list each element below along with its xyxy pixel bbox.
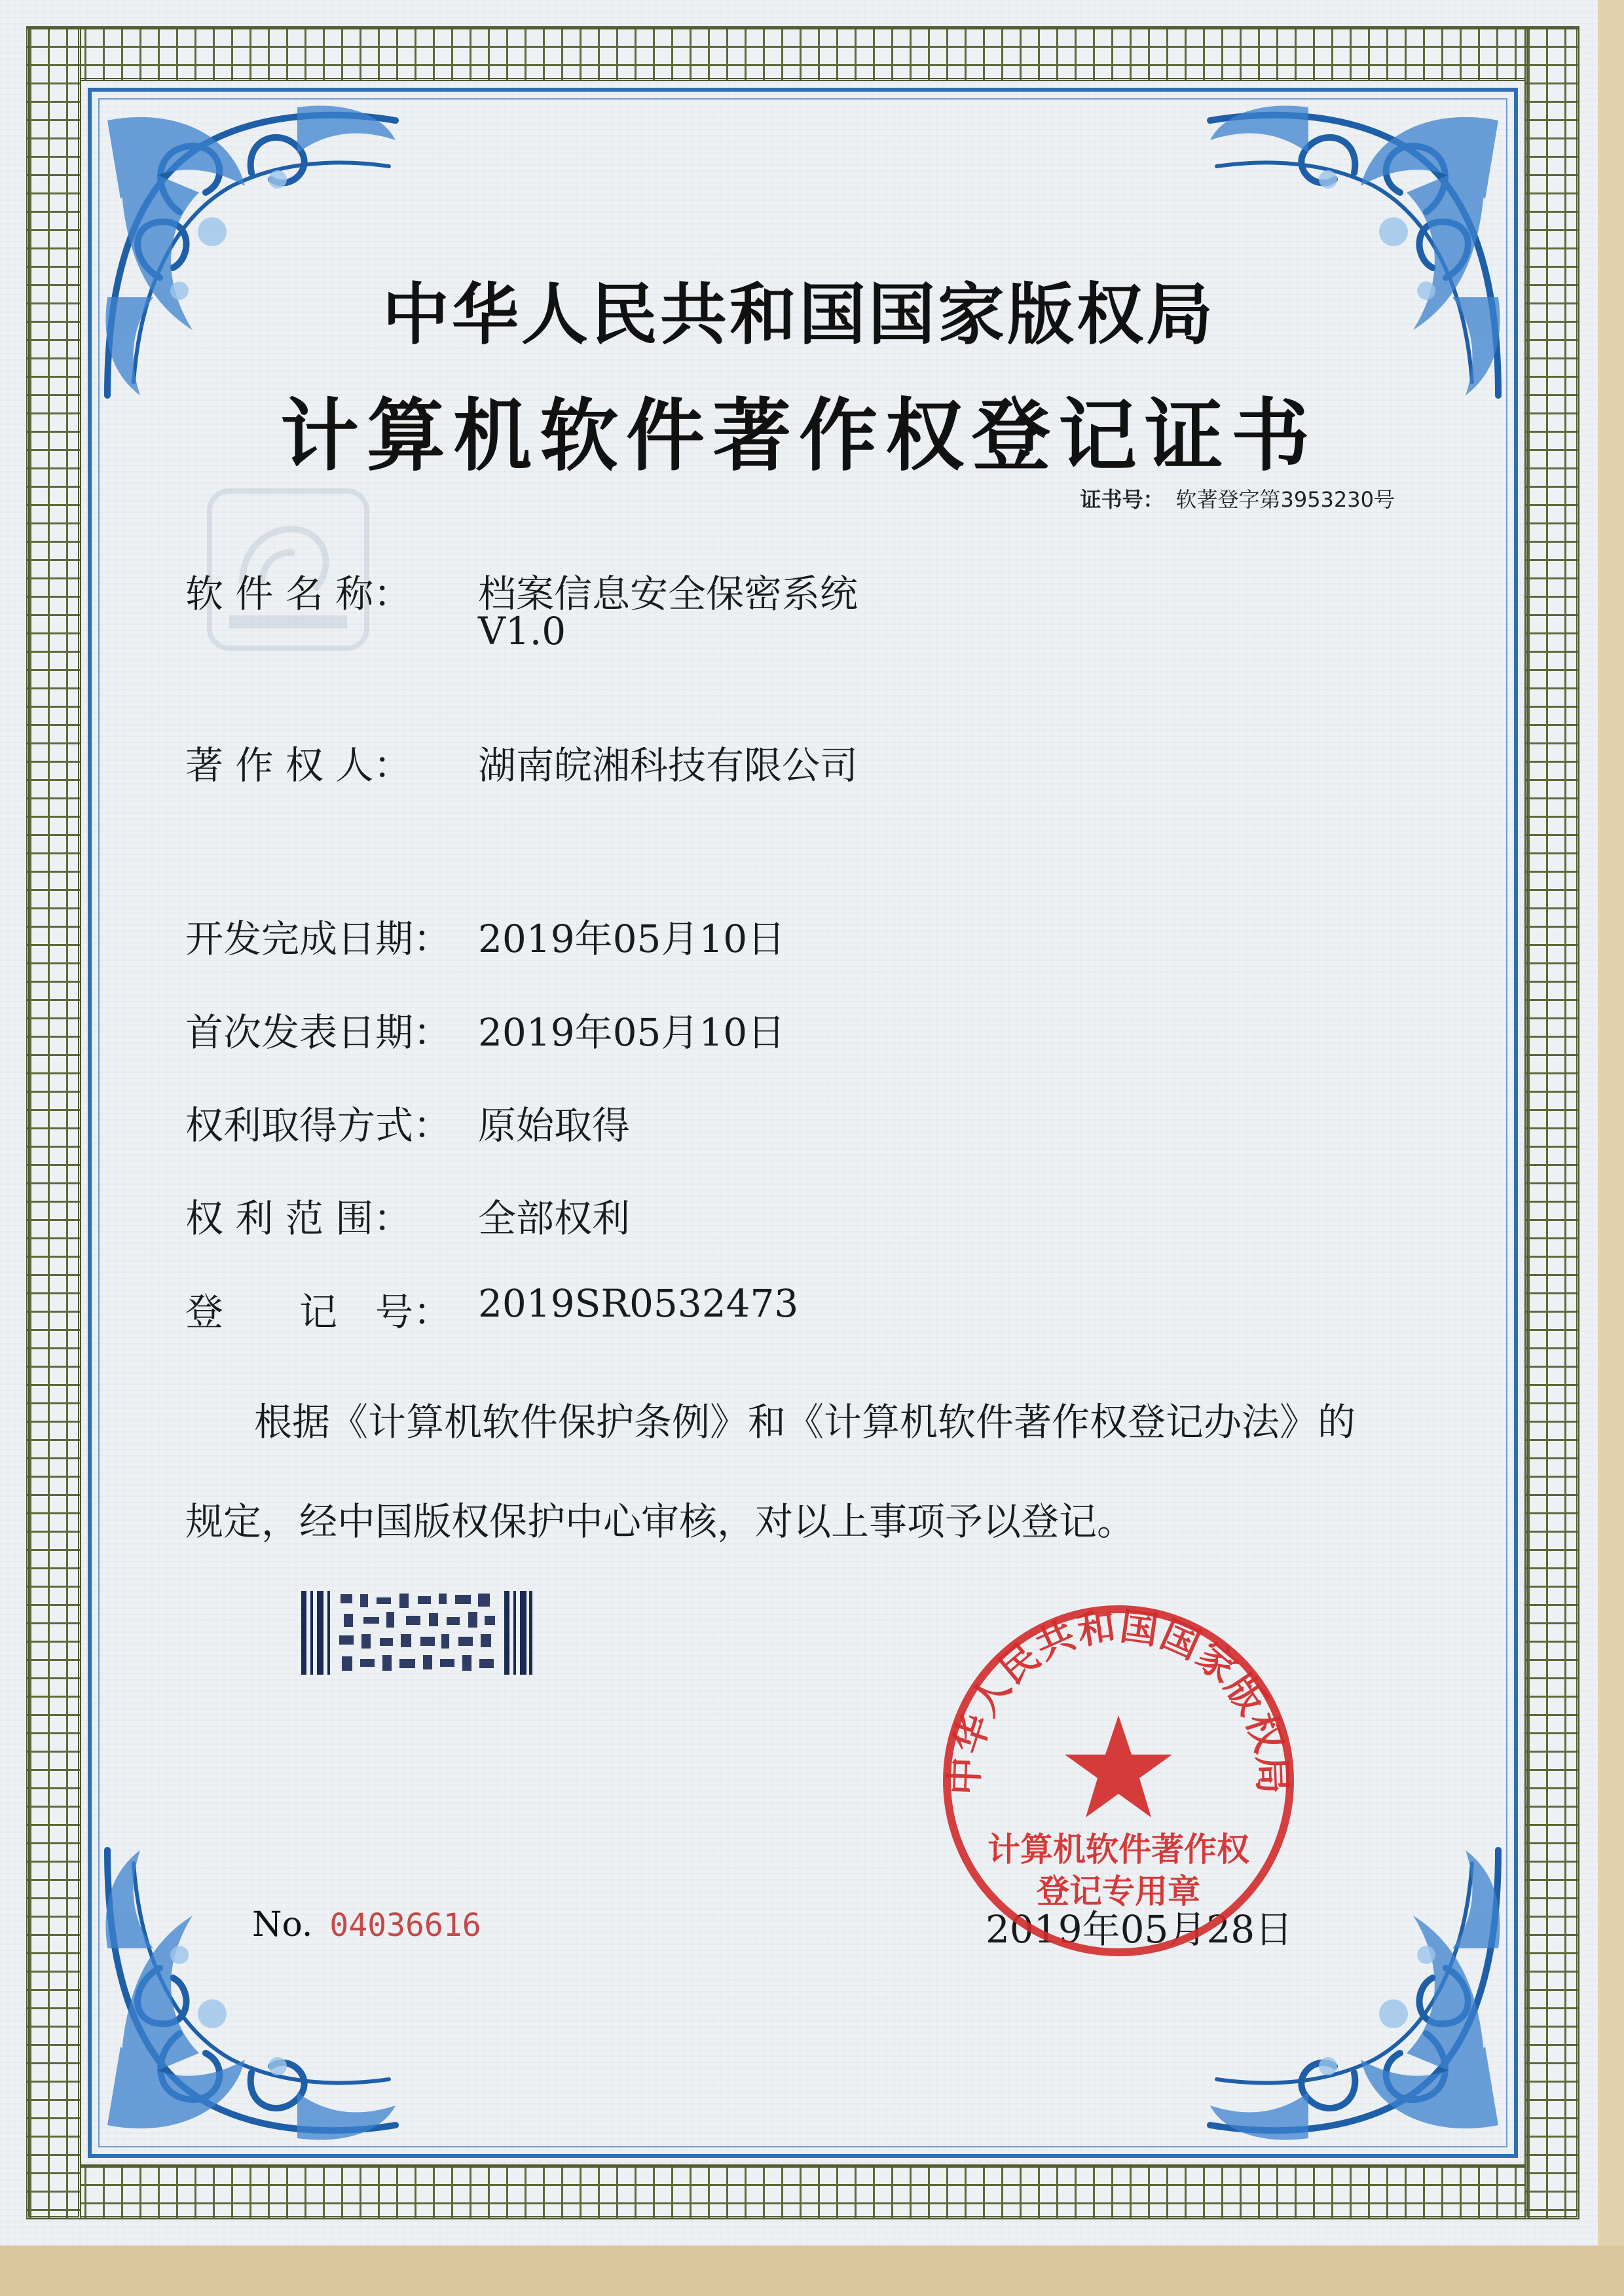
- development-date-value: 2019年05月10日: [478, 917, 786, 961]
- corner-scroll-ornament-top-right: [1184, 81, 1524, 422]
- certificate-title: 计算机软件著作权登记证书: [280, 390, 1318, 482]
- fret-border-top: [26, 26, 1579, 81]
- software-name-value: 档案信息安全保密系统: [478, 572, 858, 616]
- serial-number-label: No.: [252, 1905, 313, 1944]
- official-red-seal: [935, 1597, 1302, 1964]
- copyright-owner-value: 湖南皖湘科技有限公司: [478, 743, 858, 788]
- software-version-value: V1.0: [478, 609, 566, 653]
- corner-scroll-ornament-top-left: [81, 81, 422, 422]
- scan-background-right: [1598, 0, 1624, 2246]
- svg-text:计算机软件著作权: 计算机软件著作权: [987, 1830, 1249, 1868]
- svg-text:中华人民共和国国家版权局: 中华人民共和国国家版权局: [942, 1603, 1295, 1796]
- certificate-number-value: 软著登字第3953230号: [1175, 487, 1395, 512]
- issue-date: 2019年05月28日: [986, 1907, 1293, 1952]
- software-name-label: 软 件 名 称：: [185, 572, 412, 616]
- fret-border-bottom: [26, 2164, 1579, 2219]
- certificate-number-label: 证书号：: [1080, 487, 1164, 512]
- acquisition-method-value: 原始取得: [478, 1103, 631, 1148]
- rights-scope-value: 全部权利: [478, 1196, 631, 1241]
- registration-number-label: 登 记 号：: [185, 1290, 452, 1334]
- barcode: [301, 1591, 534, 1675]
- svg-text:登记专用章: 登记专用章: [1037, 1872, 1200, 1910]
- statement-line-2: 规定，经中国版权保护中心审核，对以上事项予以登记。: [185, 1499, 1135, 1544]
- statement-line-1: 根据《计算机软件保护条例》和《计算机软件著作权登记办法》的: [254, 1400, 1356, 1444]
- development-date-label: 开发完成日期：: [185, 917, 452, 961]
- corner-scroll-ornament-bottom-left: [81, 1824, 422, 2164]
- scan-background-bottom: [0, 2246, 1624, 2296]
- issuer-title: 中华人民共和国国家版权局: [382, 276, 1215, 354]
- acquisition-method-label: 权利取得方式：: [185, 1103, 452, 1148]
- first-publication-date-label: 首次发表日期：: [185, 1010, 452, 1055]
- serial-number: [252, 1905, 481, 1944]
- copyright-owner-label: 著 作 权 人：: [185, 743, 412, 788]
- rights-scope-label: 权 利 范 围：: [185, 1196, 412, 1241]
- serial-number-value: 04036616: [329, 1907, 481, 1944]
- certificate-number: [1080, 483, 1395, 513]
- first-publication-date-value: 2019年05月10日: [478, 1010, 786, 1055]
- registration-number-value: 2019SR0532473: [478, 1281, 799, 1326]
